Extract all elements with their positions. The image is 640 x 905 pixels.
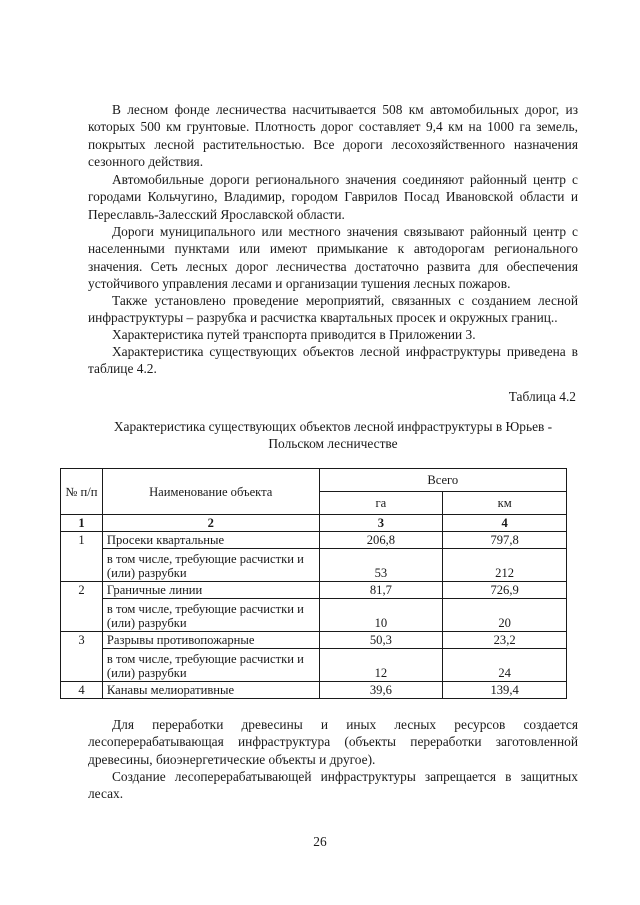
table-row <box>61 582 567 599</box>
table-subrow <box>61 599 567 632</box>
subrow-ha: 53 <box>319 549 443 582</box>
header-num: № п/п <box>61 469 103 515</box>
table-subrow <box>61 549 567 582</box>
paragraph-roads-total: В лесном фонде лесничества насчитывается 508 км автомобильных дорог, из которых 500 км грунтовые. Плотность дорог составляет 9,4 км на 1000 га земель, покрытых лесной растительностью. Все дороги лесохозяйственного назначения сезонного действия. <box>88 102 578 170</box>
paragraph-table-ref: Характеристика существующих объектов лесной инфраструктуры приведена в таблице 4.2. <box>88 344 578 377</box>
page-number: 26 <box>313 834 327 849</box>
header-total: Всего <box>319 469 566 492</box>
row-km: 797,8 <box>443 532 567 549</box>
subrow-ha: 12 <box>319 649 443 682</box>
paragraph-processing-infrastructure: Для переработки древесины и иных лесных ресурсов создается лесоперерабатывающая инфраструктура (объекты переработки заготовленной древесины, биоэнергетические объекты и другое). <box>88 717 578 767</box>
subrow-km: 24 <box>443 649 567 682</box>
table-row <box>61 532 567 549</box>
table-row <box>61 632 567 649</box>
subrow-ha: 10 <box>319 599 443 632</box>
row-name: Разрывы противопожарные <box>102 632 319 649</box>
col-number: 4 <box>443 515 567 532</box>
paragraph-infrastructure-measures: Также установлено проведение мероприятий, связанных с созданием лесной инфраструктуры – разрубка и расчистка квартальных просек и окружных границ.. <box>88 293 578 326</box>
table-subrow <box>61 649 567 682</box>
column-number-row <box>61 515 567 532</box>
row-ha: 39,6 <box>319 682 443 699</box>
row-km: 726,9 <box>443 582 567 599</box>
subrow-name: в том числе, требующие расчистки и (или) разрубки <box>102 599 319 632</box>
row-num: 3 <box>61 632 103 682</box>
subrow-km: 20 <box>443 599 567 632</box>
row-ha: 50,3 <box>319 632 443 649</box>
paragraph-appendix-ref: Характеристика путей транспорта приводится в Приложении 3. <box>112 327 476 342</box>
subrow-km: 212 <box>443 549 567 582</box>
row-ha: 81,7 <box>319 582 443 599</box>
table-row <box>61 682 567 699</box>
table-label: Таблица 4.2 <box>508 389 576 404</box>
row-num: 1 <box>61 532 103 582</box>
subrow-name: в том числе, требующие расчистки и (или) разрубки <box>102 549 319 582</box>
row-name: Граничные линии <box>102 582 319 599</box>
table-title: Характеристика существующих объектов лесной инфраструктуры в Юрьев - Польском лесничестве <box>113 419 553 452</box>
infrastructure-table <box>60 468 567 699</box>
col-number: 1 <box>61 515 103 532</box>
paragraph-regional-roads: Автомобильные дороги регионального значения соединяют районный центр с городами Кольчугино, Владимир, городом Гаврилов Посад Ивановской области и Переславль-Залесский Ярославской области. <box>88 172 578 222</box>
row-ha: 206,8 <box>319 532 443 549</box>
header-ha: га <box>319 492 443 515</box>
row-km: 139,4 <box>443 682 567 699</box>
row-name: Просеки квартальные <box>102 532 319 549</box>
header-km: км <box>443 492 567 515</box>
header-name: Наименование объекта <box>102 469 319 515</box>
row-km: 23,2 <box>443 632 567 649</box>
paragraph-municipal-roads: Дороги муниципального или местного значения связывают районный центр с населенными пунктами или имеют примыкание к автодорогам регионального значения. Сеть лесных дорог лесничества достаточно развита для обеспечения устойчивого управления лесами и организации тушения лесных пожаров. <box>88 224 578 292</box>
row-num: 4 <box>61 682 103 699</box>
table-header-row <box>61 469 567 492</box>
col-number: 3 <box>319 515 443 532</box>
subrow-name: в том числе, требующие расчистки и (или) разрубки <box>102 649 319 682</box>
row-num: 2 <box>61 582 103 632</box>
paragraph-protected-forests: Создание лесоперерабатывающей инфраструктуры запрещается в защитных лесах. <box>88 769 578 802</box>
row-name: Канавы мелиоративные <box>102 682 319 699</box>
col-number: 2 <box>102 515 319 532</box>
